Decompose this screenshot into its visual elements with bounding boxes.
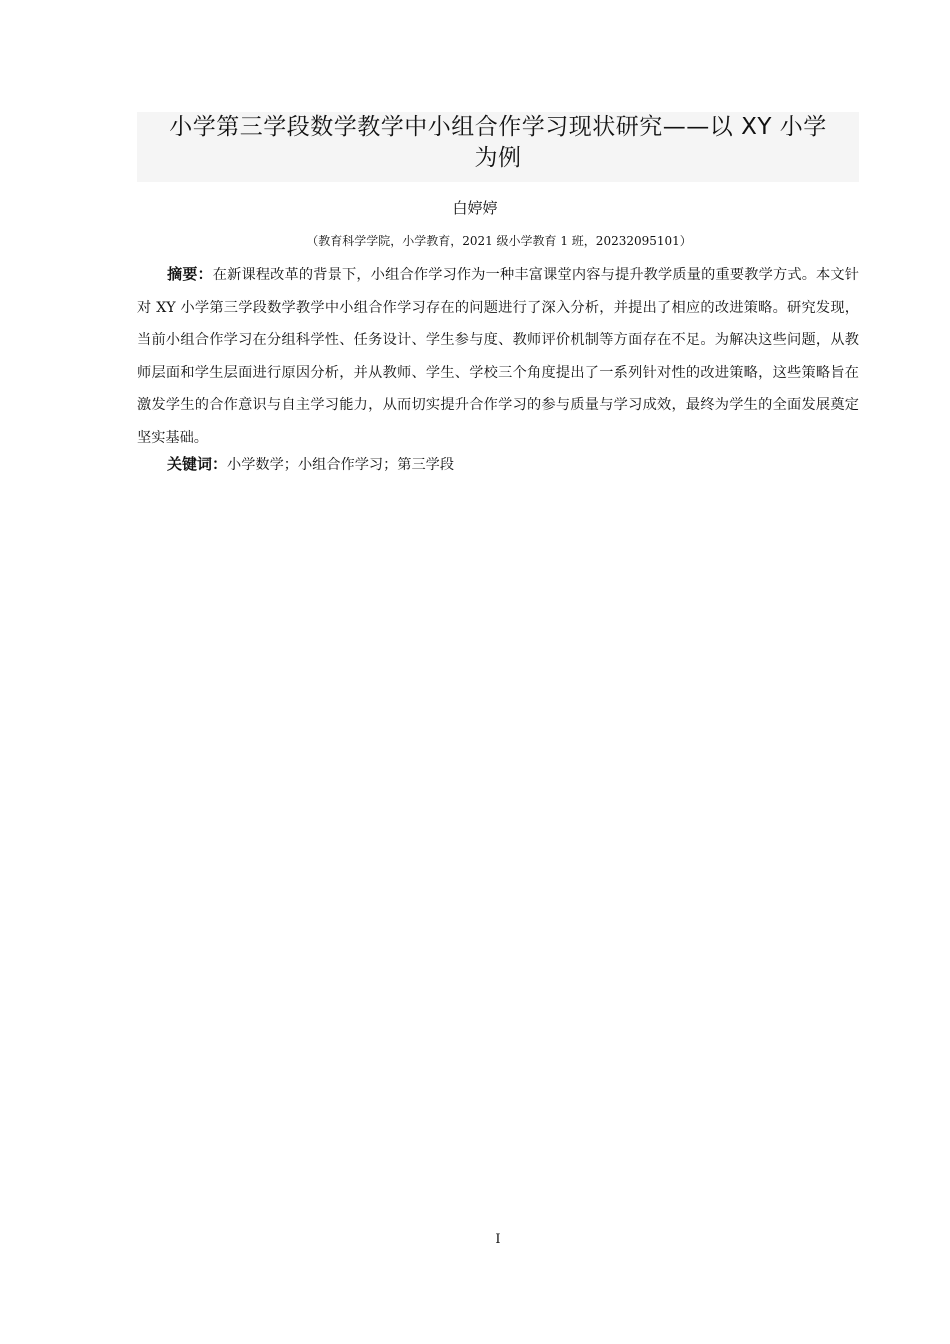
keywords: [137, 450, 859, 479]
title-line-2: 为例: [474, 145, 522, 171]
author-affiliation: （教育科学学院，小学教育，2021 级小学教育 1 班，20232095101）: [306, 234, 692, 248]
author-name: 白婷婷: [452, 199, 498, 217]
page-number: I: [495, 1232, 501, 1247]
abstract-text: 在新课程改革的背景下，小组合作学习作为一种丰富课堂内容与提升教学质量的重要教学方式。本文针对 XY 小学第三学段数学教学中小组合作学习存在的问题进行了深入分析，并提出了相应的改进策略。研究发现，当前小组合作学习在分组科学性、任务设计、学生参与度、教师评价机制等方面存在不足。为解决这些问题，从教师层面和学生层面进行原因分析，并从教师、学生、学校三个角度提出了一系列针对性的改进策略，这些策略旨在激发学生的合作意识与自主学习能力，从而切实提升合作学习的参与质量与学习成效，最终为学生的全面发展奠定坚实基础。: [137, 267, 859, 446]
abstract-label: 摘要：: [167, 265, 213, 283]
title-line-1: 小学第三学段数学教学中小组合作学习现状研究——以 XY 小学: [169, 114, 827, 140]
keywords-label: 关键词：: [167, 455, 228, 473]
keywords-text: 小学数学；小组合作学习；第三学段: [227, 457, 455, 473]
paper-title: [137, 112, 859, 182]
abstract: [137, 258, 859, 454]
